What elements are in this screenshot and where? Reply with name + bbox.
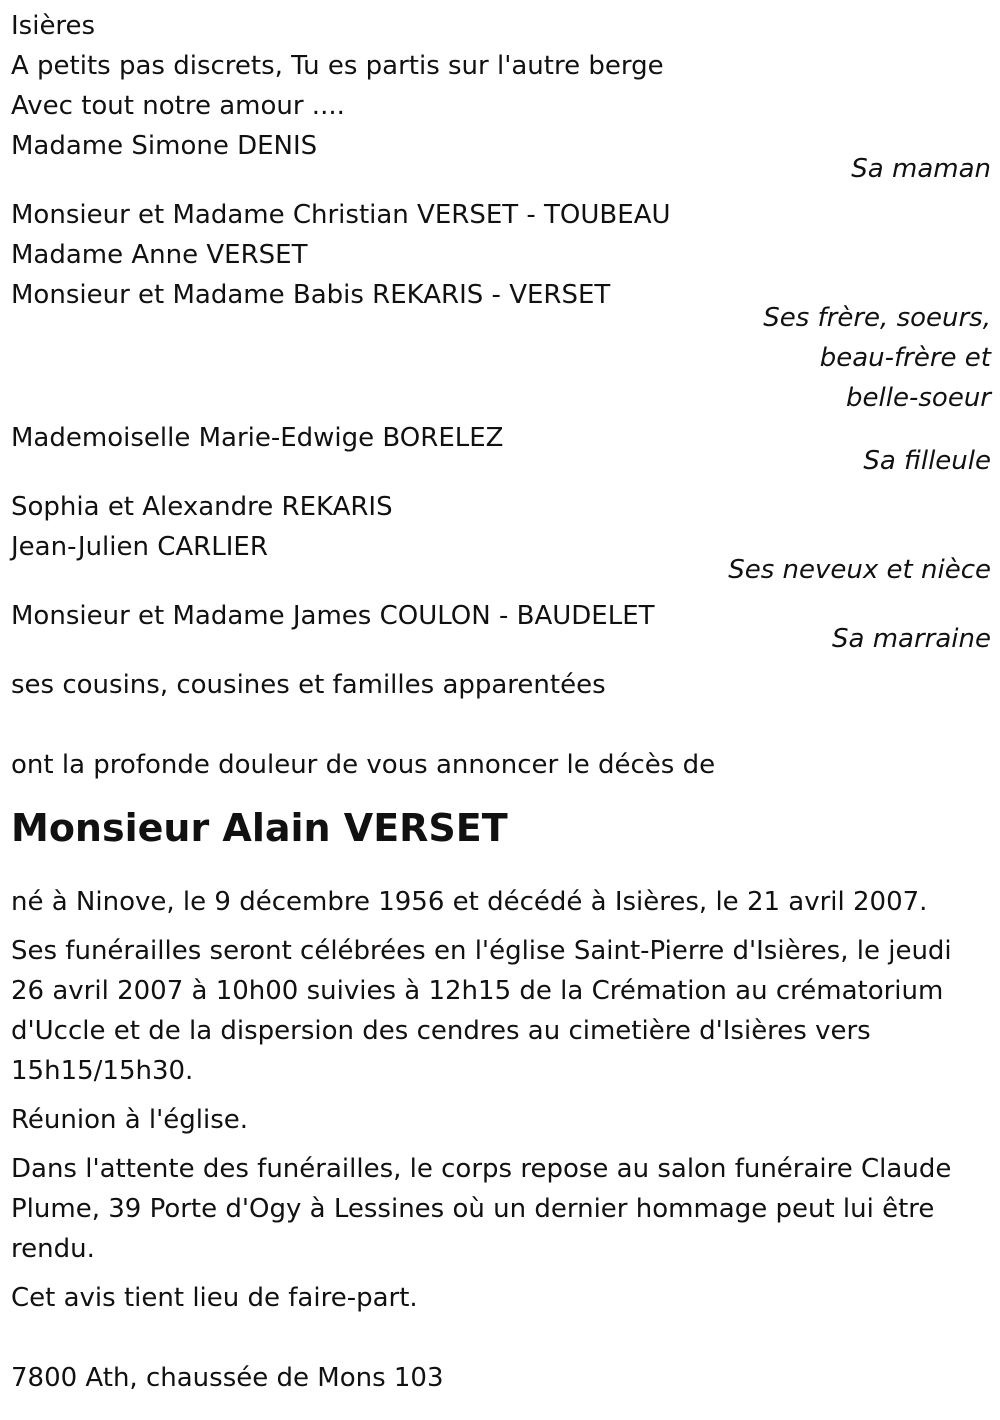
extended-family: ses cousins, cousines et familles apparentées [11, 670, 606, 700]
family-member-name: Jean-Julien CARLIER [11, 532, 268, 562]
relationship-label: Ses neveux et nièce [728, 555, 991, 585]
family-member-name: Monsieur et Madame Christian VERSET - TOUBEAU [11, 200, 671, 230]
announcement-text: ont la profonde douleur de vous annoncer le décès de [11, 750, 716, 780]
family-group-goddaughter [11, 418, 991, 481]
family-group-nephews [11, 487, 991, 590]
poem-line-1: A petits pas discrets, Tu es partis sur l'autre berge [11, 51, 664, 81]
relationship-label [11, 298, 991, 418]
family-group-siblings [11, 195, 991, 418]
viewing-info: Dans l'attente des funérailles, le corps repose au salon funéraire Claude Plume, 39 Porte d'Ogy à Lessines où un dernier hommage peut lui être rendu. [11, 1154, 952, 1264]
family-member-name: Madame Anne VERSET [11, 240, 308, 270]
obituary-notice [11, 6, 991, 1398]
meeting-info: Réunion à l'église. [11, 1105, 249, 1135]
birth-death-info: né à Ninove, le 9 décembre 1956 et décédé à Isières, le 21 avril 2007. [11, 887, 928, 917]
notice-info: Cet avis tient lieu de faire-part. [11, 1283, 418, 1313]
relationship-label-line: Ses frère, soeurs, [763, 303, 991, 333]
place-name: Isières [11, 11, 96, 41]
family-member-name: Mademoiselle Marie-Edwige BORELEZ [11, 423, 504, 453]
relationship-label: Sa marraine [832, 624, 991, 654]
family-member-name: Madame Simone DENIS [11, 131, 318, 161]
family-member-name: Monsieur et Madame James COULON - BAUDELET [11, 601, 655, 631]
funeral-info: Ses funérailles seront célébrées en l'église Saint-Pierre d'Isières, le jeudi 26 avril 2007 à 10h00 suivies à 12h15 de la Crémation au crématorium d'Uccle et de la dispersion des cendres au cimetière d'Isières vers 15h15/15h30. [11, 936, 952, 1086]
address: 7800 Ath, chaussée de Mons 103 [11, 1363, 444, 1393]
deceased-name: Monsieur Alain VERSET [11, 806, 508, 850]
relationship-label: Sa filleule [863, 446, 991, 476]
family-group-godmother [11, 596, 991, 659]
family-member-name: Monsieur et Madame Babis REKARIS - VERSET [11, 280, 611, 310]
relationship-label-line: belle-soeur [846, 383, 991, 413]
poem-line-2: Avec tout notre amour .... [11, 91, 345, 121]
relationship-label: Sa maman [851, 154, 991, 184]
family-member-name: Sophia et Alexandre REKARIS [11, 492, 393, 522]
relationship-label-line: beau-frère et [819, 343, 991, 373]
family-group-mother [11, 126, 991, 189]
